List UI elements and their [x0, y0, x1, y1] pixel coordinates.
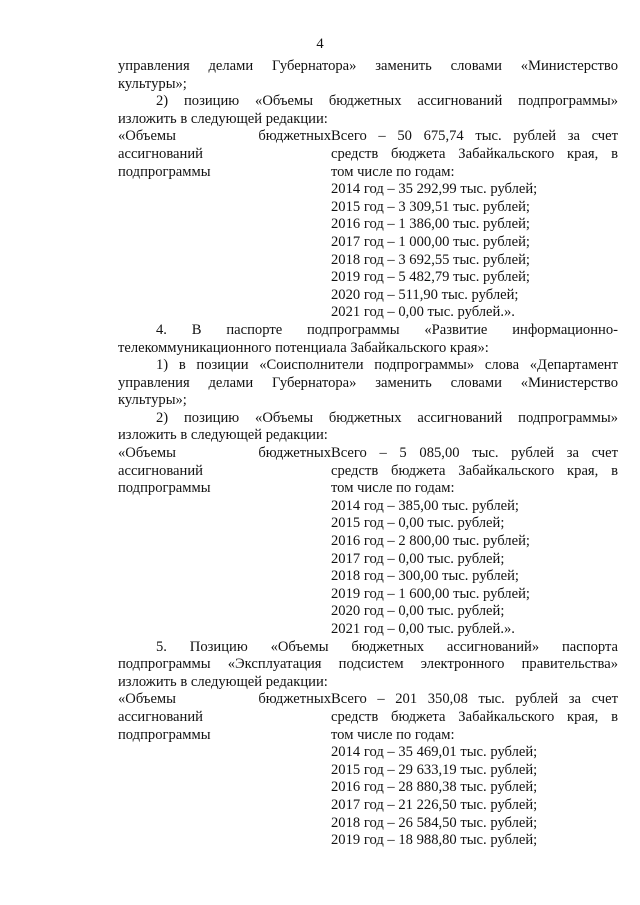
paragraph-line: 2) позицию «Объемы бюджетных ассигнований подпрограммы»: [156, 93, 618, 110]
paragraph-line: изложить в следующей редакции:: [118, 673, 328, 690]
label-line: подпрограммы: [118, 163, 211, 180]
paragraph-line: управления делами Губернатора» заменить словами «Министерство: [118, 58, 618, 74]
year-item: 2019 год – 1 600,00 тыс. рублей;: [331, 585, 530, 602]
year-item: 2021 год – 0,00 тыс. рублей.».: [331, 304, 515, 321]
years-list: [331, 744, 618, 850]
year-item: 2014 год – 35 292,99 тыс. рублей;: [331, 181, 538, 198]
total-line: средств бюджета Забайкальского края, в: [331, 708, 618, 725]
label-line: «Объемы бюджетных: [118, 691, 331, 708]
section-4-heading: 4. В паспорте подпрограммы «Развитие информационно-: [156, 321, 618, 338]
year-item: 2018 год – 26 584,50 тыс. рублей;: [331, 814, 538, 831]
year-item: 2015 год – 3 309,51 тыс. рублей;: [331, 198, 530, 215]
year-item: 2017 год – 0,00 тыс. рублей;: [331, 550, 505, 567]
year-item: 2016 год – 2 800,00 тыс. рублей;: [331, 533, 530, 550]
year-item: 2016 год – 1 386,00 тыс. рублей;: [331, 216, 530, 233]
total-line: том числе по годам:: [331, 726, 455, 743]
total-line: средств бюджета Забайкальского края, в: [331, 462, 618, 479]
year-item: 2016 год – 28 880,38 тыс. рублей;: [331, 779, 538, 796]
paragraph-line: культуры»;: [118, 392, 187, 409]
paragraph-line: изложить в следующей редакции:: [118, 427, 328, 444]
budget-table: [118, 128, 618, 322]
years-list: [331, 181, 618, 322]
label-line: подпрограммы: [118, 726, 211, 743]
document-body: [118, 58, 618, 850]
total-line: том числе по годам:: [331, 480, 455, 497]
budget-table: [118, 691, 618, 849]
total-line: средств бюджета Забайкальского края, в: [331, 145, 618, 162]
label-line: «Объемы бюджетных: [118, 128, 331, 145]
paragraph-line: изложить в следующей редакции:: [118, 110, 328, 127]
year-item: 2019 год – 18 988,80 тыс. рублей;: [331, 832, 538, 849]
paragraph-line: культуры»;: [118, 75, 187, 92]
year-item: 2015 год – 29 633,19 тыс. рублей;: [331, 761, 538, 778]
paragraph-line: управления делами Губернатора» заменить словами «Министерство: [118, 374, 618, 391]
year-item: 2017 год – 21 226,50 тыс. рублей;: [331, 796, 538, 813]
total-line: Всего – 201 350,08 тыс. рублей за счет: [331, 691, 618, 708]
year-item: 2018 год – 3 692,55 тыс. рублей;: [331, 251, 530, 268]
paragraph-line: подпрограммы «Эксплуатация подсистем электронного правительства»: [118, 656, 618, 673]
label-line: ассигнований: [118, 462, 203, 479]
year-item: 2015 год – 0,00 тыс. рублей;: [331, 515, 505, 532]
years-list: [331, 498, 618, 639]
label-line: ассигнований: [118, 708, 203, 725]
page-number: 4: [316, 36, 324, 52]
total-line: Всего – 5 085,00 тыс. рублей за счет: [331, 445, 618, 462]
total-line: том числе по годам:: [331, 163, 455, 180]
budget-table: [118, 445, 618, 639]
year-item: 2019 год – 5 482,79 тыс. рублей;: [331, 269, 530, 286]
label-line: ассигнований: [118, 145, 203, 162]
year-item: 2017 год – 1 000,00 тыс. рублей;: [331, 233, 530, 250]
year-item: 2021 год – 0,00 тыс. рублей.».: [331, 621, 515, 637]
year-item: 2020 год – 0,00 тыс. рублей;: [331, 603, 505, 620]
year-item: 2018 год – 300,00 тыс. рублей;: [331, 568, 519, 585]
budget-table-label: [118, 128, 331, 322]
budget-table-values: [331, 128, 618, 322]
label-line: подпрограммы: [118, 480, 211, 497]
year-item: 2014 год – 35 469,01 тыс. рублей;: [331, 744, 538, 761]
year-item: 2014 год – 385,00 тыс. рублей;: [331, 497, 519, 514]
label-line: «Объемы бюджетных: [118, 445, 331, 462]
total-line: Всего – 50 675,74 тыс. рублей за счет: [331, 128, 618, 145]
paragraph-line: 2) позицию «Объемы бюджетных ассигнований подпрограммы»: [156, 409, 618, 426]
paragraph-line: 1) в позиции «Соисполнители подпрограммы» слова «Департамент: [156, 357, 618, 374]
budget-table-label: [118, 691, 331, 849]
year-item: 2020 год – 511,90 тыс. рублей;: [331, 286, 519, 303]
budget-table-label: [118, 445, 331, 639]
paragraph-line: телекоммуникационного потенциала Забайкальского края»:: [118, 339, 489, 356]
budget-table-values: [331, 445, 618, 639]
budget-table-values: [331, 691, 618, 849]
section-5-heading: 5. Позицию «Объемы бюджетных ассигнований» паспорта: [156, 638, 618, 655]
